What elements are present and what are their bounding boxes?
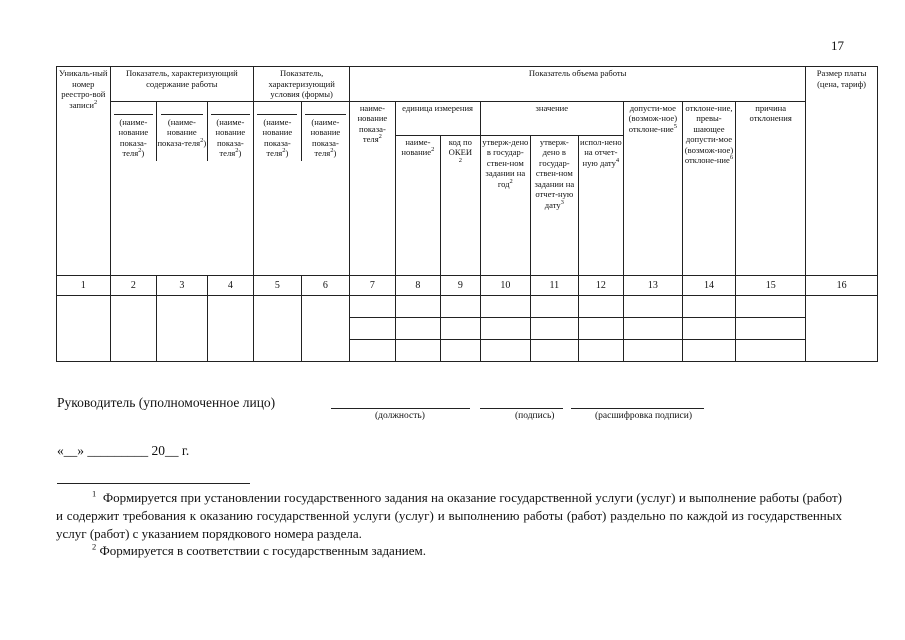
empty-cell	[207, 295, 254, 361]
header-allowed-deviation: допусти-мое (возмож-ное) отклоне-ние$^5$	[624, 101, 683, 275]
header-deviation-reason: причина отклонения	[736, 101, 806, 275]
empty-cell	[254, 295, 302, 361]
empty-cell	[736, 295, 806, 317]
empty-cell	[157, 295, 208, 361]
empty-cell	[395, 339, 440, 361]
empty-cell	[578, 317, 623, 339]
col-num: 5	[254, 275, 302, 295]
col-num: 6	[301, 275, 350, 295]
col-num: 9	[441, 275, 480, 295]
col-num: 4	[207, 275, 254, 295]
table-row	[57, 295, 878, 317]
empty-cell	[806, 295, 878, 361]
empty-cell	[531, 295, 579, 317]
empty-cell	[480, 295, 531, 317]
empty-cell	[480, 317, 531, 339]
empty-cell	[110, 295, 157, 361]
empty-cell	[350, 317, 395, 339]
date-line: «__» _________ 20__ г.	[57, 443, 190, 458]
footnote-2: $^2$ Формируется в соответствии с государственным заданием.	[92, 541, 426, 558]
empty-cell	[350, 295, 395, 317]
work-volume-table	[56, 66, 878, 362]
empty-cell	[682, 339, 736, 361]
empty-cell	[350, 339, 395, 361]
header-exceeding-deviation: отклоне-ние, превы-шающее допусти-мое (возмож-ное) отклоне-ние$^6$	[682, 101, 736, 275]
footnote-1: $^1$ Формируется при установлении государственного задания на оказание государственной услуги (услуг) и выполнение работы (работ) и содержит требования к оказанию государственной услуги (услуг) и выполнению работы (работ) раздельно по каждой из государственных услуг (работ) с указанием порядкового номера раздела.	[56, 488, 842, 541]
column-number-row	[57, 275, 878, 295]
header-conditions-name-2: (наиме-нование показа-теля$^2$)	[302, 102, 350, 161]
empty-cell	[682, 317, 736, 339]
header-unit: единица измерения	[395, 101, 480, 135]
empty-cell	[736, 339, 806, 361]
empty-cell	[301, 295, 350, 361]
header-conditions-indicator: Показатель, характеризующий условия (формы)	[254, 67, 350, 102]
empty-cell	[624, 339, 683, 361]
decoding-line	[571, 408, 704, 409]
col-num: 11	[531, 275, 579, 295]
empty-cell	[682, 295, 736, 317]
header-value: значение	[480, 101, 624, 135]
empty-cell	[395, 295, 440, 317]
empty-cell	[57, 295, 111, 361]
col-num: 10	[480, 275, 531, 295]
header-unique-number: Уникаль-ный номер реестро-вой записи$^2$	[57, 67, 111, 276]
header-executed: испол-нено на отчет-ную дату$^4$	[578, 135, 623, 275]
empty-cell	[480, 339, 531, 361]
signature-caption: (подпись)	[515, 411, 555, 421]
empty-cell	[441, 339, 480, 361]
page-number: 17	[831, 38, 844, 53]
empty-cell	[395, 317, 440, 339]
col-num: 1	[57, 275, 111, 295]
empty-cell	[441, 317, 480, 339]
signatory-label: Руководитель (уполномоченное лицо)	[57, 395, 276, 410]
header-unit-name: наиме-нование$^2$	[395, 135, 440, 275]
empty-cell	[441, 295, 480, 317]
header-conditions-name-1: (наиме-нование показа-теля$^2$)	[254, 102, 302, 161]
decoding-caption: (расшифровка подписи)	[595, 411, 692, 421]
empty-cell	[531, 317, 579, 339]
header-fee: Размер платы (цена, тариф)	[806, 67, 878, 276]
header-content-indicator: Показатель, характеризующий содержание работы	[110, 67, 254, 102]
position-caption: (должность)	[375, 411, 425, 421]
empty-cell	[578, 295, 623, 317]
col-num: 2	[110, 275, 157, 295]
col-num: 15	[736, 275, 806, 295]
header-volume-indicator: Показатель объема работы	[350, 67, 806, 102]
col-num: 8	[395, 275, 440, 295]
col-num: 16	[806, 275, 878, 295]
footnote-separator	[57, 483, 250, 484]
header-okei-code: код по ОКЕИ $^2$	[441, 135, 480, 275]
signature-line	[480, 408, 563, 409]
col-num: 13	[624, 275, 683, 295]
header-approved-year: утверж-дено в государ-ствен-ном задании на год$^2$	[480, 135, 531, 275]
header-content-name-2: (наиме-нование показа-теля$^2$)	[157, 102, 208, 161]
header-content-name-3: (наиме-нование показа-теля$^2$)	[208, 102, 254, 161]
col-num: 7	[350, 275, 395, 295]
col-num: 14	[682, 275, 736, 295]
position-line	[331, 408, 470, 409]
empty-cell	[578, 339, 623, 361]
header-indicator-name: наиме-нование показа-теля$^2$	[350, 101, 395, 275]
empty-cell	[531, 339, 579, 361]
empty-cell	[624, 317, 683, 339]
col-num: 12	[578, 275, 623, 295]
header-approved-date: утверж-дено в государ-ствен-ном задании на отчет-ную дату$^3$	[531, 135, 579, 275]
empty-cell	[624, 295, 683, 317]
col-num: 3	[157, 275, 208, 295]
empty-cell	[736, 317, 806, 339]
header-content-name-1: (наиме-нование показа-теля$^2$)	[111, 102, 158, 161]
